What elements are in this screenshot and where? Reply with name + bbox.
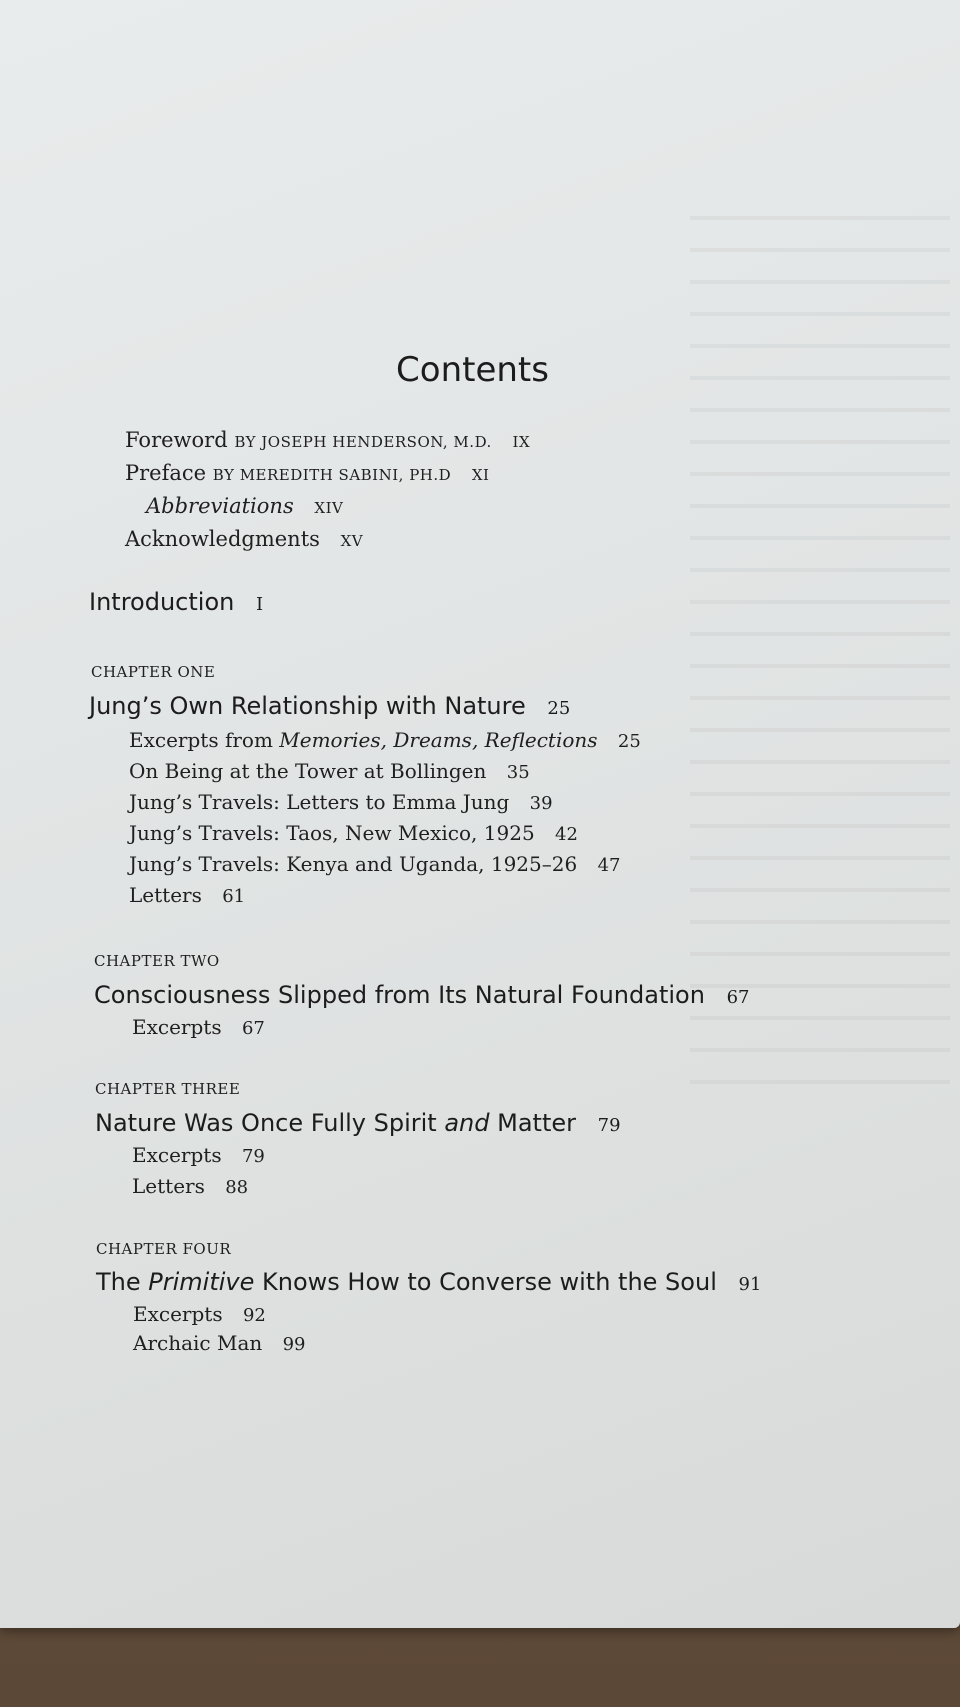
toc-preface <box>125 461 489 485</box>
toc-entry <box>129 728 641 752</box>
chapter-title-text: Consciousness Slipped from Its Natural Foundation <box>94 981 705 1009</box>
entry-page: XI <box>471 466 490 484</box>
toc-entry <box>133 1331 306 1355</box>
toc-entry <box>133 1302 266 1326</box>
toc-entry <box>129 883 245 907</box>
entry-label: On Being at the Tower at Bollingen <box>129 759 487 783</box>
chapter-title-text: Nature Was Once Fully Spirit <box>95 1109 445 1137</box>
toc-entry <box>132 1015 265 1039</box>
chapter-title <box>89 692 570 720</box>
toc-acknowledgments <box>125 527 363 551</box>
entry-page: IX <box>512 433 531 451</box>
entry-page: 39 <box>529 793 553 814</box>
entry-page: 67 <box>241 1018 265 1039</box>
entry-label: Acknowledgments <box>125 527 320 551</box>
entry-label: Preface <box>125 461 207 485</box>
entry-label: Excerpts <box>132 1143 222 1167</box>
chapter-title-italic: Primitive <box>148 1268 255 1296</box>
entry-page: XV <box>340 532 364 550</box>
entry-label: Jung’s Travels: Taos, New Mexico, 1925 <box>129 821 535 845</box>
entry-page: 99 <box>282 1334 306 1355</box>
chapter-label: CHAPTER TWO <box>94 952 220 970</box>
entry-page: 92 <box>242 1305 266 1326</box>
toc-entry <box>132 1174 248 1198</box>
chapter-title-text: The <box>96 1268 149 1296</box>
entry-page: 61 <box>222 886 246 907</box>
entry-label: Jung’s Travels: Kenya and Uganda, 1925–26 <box>129 852 578 876</box>
entry-label-italic: Memories, Dreams, Reflections <box>279 728 598 752</box>
page-title: Contents <box>396 350 549 390</box>
entry-label: Jung’s Travels: Letters to Emma Jung <box>129 790 510 814</box>
entry-label: Letters <box>132 1174 205 1198</box>
chapter-page: 79 <box>597 1115 621 1136</box>
chapter-label: CHAPTER ONE <box>91 663 216 681</box>
chapter-page: 25 <box>547 698 571 719</box>
chapter-title <box>96 1268 761 1296</box>
bleed-through-text <box>690 190 950 1090</box>
chapter-label: CHAPTER THREE <box>95 1080 241 1098</box>
toc-entry <box>129 759 530 783</box>
entry-byline: BY JOSEPH HENDERSON, M.D. <box>234 433 492 451</box>
chapter-title <box>95 1109 621 1137</box>
chapter-label: CHAPTER FOUR <box>96 1240 232 1258</box>
entry-page: XIV <box>314 499 344 517</box>
entry-page: 25 <box>617 731 641 752</box>
entry-byline: BY MEREDITH SABINI, PH.D <box>212 466 452 484</box>
entry-page: 35 <box>506 762 530 783</box>
entry-label: Introduction <box>89 588 235 616</box>
chapter-title-text: Knows How to Converse with the Soul <box>254 1268 717 1296</box>
chapter-page: 91 <box>738 1274 762 1295</box>
entry-label: Abbreviations <box>146 494 294 518</box>
toc-entry <box>129 821 578 845</box>
entry-label: Excerpts from <box>129 728 280 752</box>
entry-page: 42 <box>555 824 578 845</box>
chapter-title <box>94 981 749 1009</box>
toc-foreword <box>125 428 530 452</box>
chapter-page: 67 <box>726 987 750 1008</box>
toc-abbreviations <box>146 494 343 518</box>
entry-page: 47 <box>597 855 621 876</box>
chapter-title-text: Matter <box>489 1109 576 1137</box>
toc-entry <box>132 1143 265 1167</box>
entry-label: Excerpts <box>132 1015 222 1039</box>
chapter-title-italic: and <box>444 1109 490 1137</box>
toc-introduction <box>89 588 264 616</box>
entry-label: Excerpts <box>133 1302 223 1326</box>
entry-label: Letters <box>129 883 202 907</box>
entry-page: I <box>255 594 264 615</box>
entry-label: Archaic Man <box>133 1331 263 1355</box>
entry-page: 79 <box>241 1146 265 1167</box>
entry-page: 88 <box>225 1177 249 1198</box>
toc-entry <box>129 852 620 876</box>
toc-entry <box>129 790 553 814</box>
entry-label: Foreword <box>125 428 228 452</box>
chapter-title-text: Jung’s Own Relationship with Nature <box>89 692 526 720</box>
